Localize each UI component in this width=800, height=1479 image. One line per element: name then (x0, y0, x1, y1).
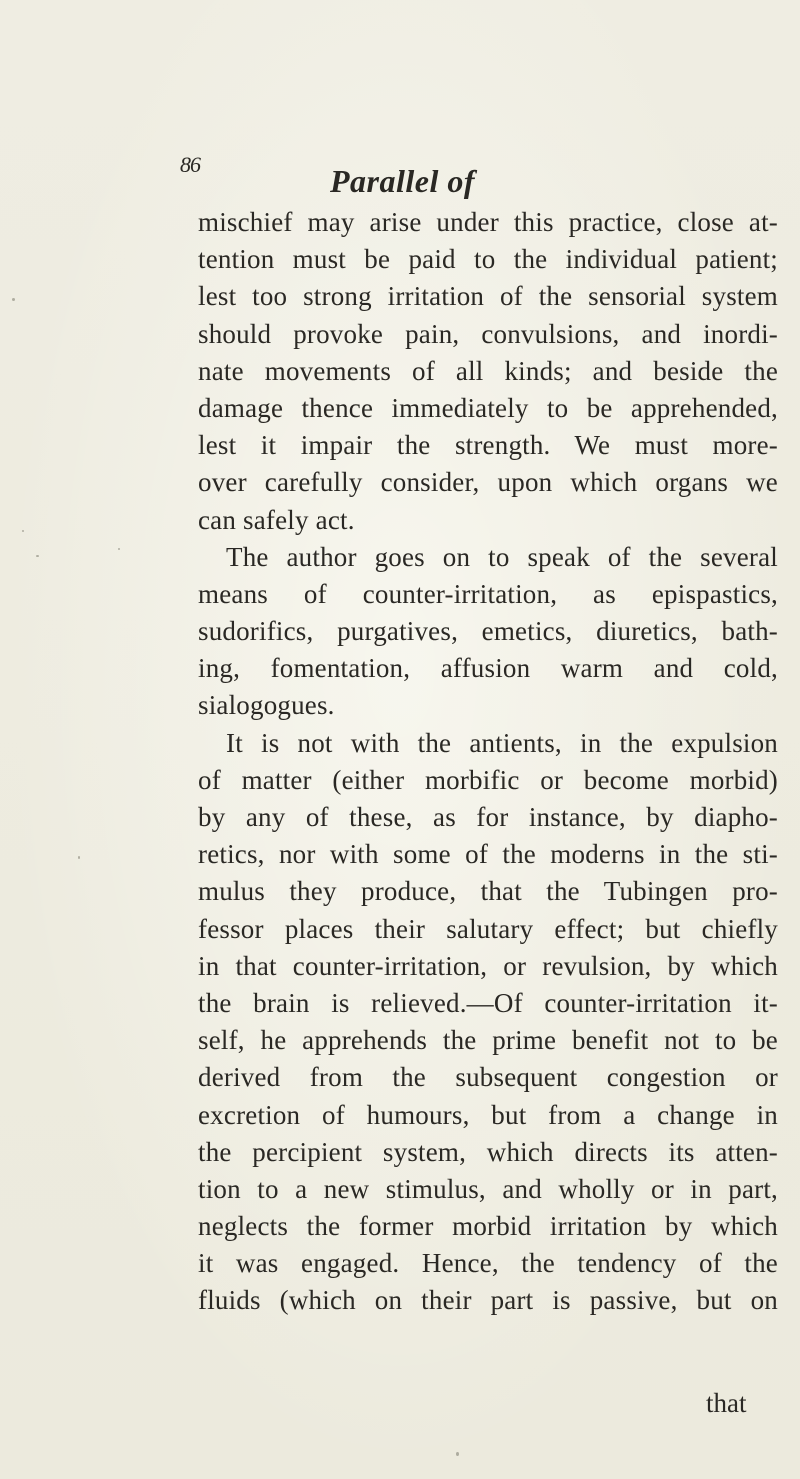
text-line: can safely act. (198, 504, 355, 535)
text-line: it was engaged. Hence, the tendency of the (198, 1248, 778, 1279)
text-line: the brain is relieved.—Of counter-irritation it- (198, 987, 778, 1018)
text-line: fluids (which on their part is passive, but on (198, 1285, 778, 1316)
text-line: lest too strong irritation of the sensorial system (198, 281, 778, 312)
text-line: mischief may arise under this practice, close at- (198, 207, 778, 237)
text-line: sialogogues. (198, 690, 335, 721)
text-line: neglects the former morbid irritation by which (198, 1211, 778, 1242)
running-title: Parallel of (330, 163, 476, 199)
text-line: damage thence immediately to be apprehended, (198, 392, 778, 423)
text-line: excretion of humours, but from a change in (198, 1099, 778, 1130)
text-line: self, he apprehends the prime benefit not to be (198, 1025, 778, 1056)
text-line: sudorifics, purgatives, emetics, diuretics, bath- (198, 616, 778, 647)
page-number: 86 (180, 152, 200, 177)
text-line: in that counter-irritation, or revulsion, by which (198, 950, 778, 981)
text-line: It is not with the antients, in the expulsion (226, 727, 778, 758)
text-line: The author goes on to speak of the several (226, 541, 778, 572)
paper-speck (36, 555, 39, 557)
text-line: retics, nor with some of the moderns in the sti- (198, 839, 778, 870)
text-line: tention must be paid to the individual patient; (198, 244, 778, 275)
text-line: over carefully consider, upon which organs we (198, 467, 778, 498)
paper-speck (12, 298, 15, 301)
text-line: fessor places their salutary effect; but chiefly (198, 913, 778, 944)
text-line: mulus they produce, that the Tubingen pro- (198, 876, 778, 907)
text-line: tion to a new stimulus, and wholly or in part, (198, 1173, 778, 1204)
paper-speck (22, 530, 24, 532)
text-line: the percipient system, which directs its atten- (198, 1136, 778, 1167)
paper-speck (78, 856, 80, 859)
text-line: means of counter-irritation, as epispastics, (198, 578, 778, 609)
paper-speck (118, 548, 120, 550)
text-line: should provoke pain, convulsions, and inordi- (198, 318, 778, 349)
catchword: that (706, 1388, 747, 1418)
text-line: of matter (either morbific or become morbid) (198, 764, 778, 795)
text-line: lest it impair the strength. We must more- (198, 430, 778, 461)
text-line: nate movements of all kinds; and beside the (198, 355, 778, 386)
text-line: by any of these, as for instance, by diapho- (198, 802, 778, 832)
text-line: ing, fomentation, affusion warm and cold, (198, 653, 778, 684)
body-text (198, 204, 778, 1320)
paper-speck (456, 1452, 459, 1456)
text-line: derived from the subsequent congestion or (198, 1062, 778, 1093)
